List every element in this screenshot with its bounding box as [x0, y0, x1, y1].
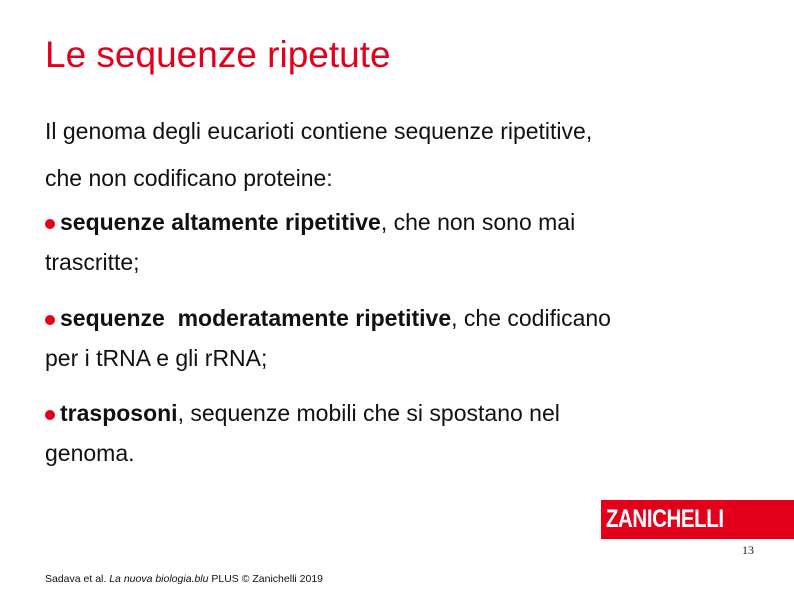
bullet-dot-icon	[45, 315, 55, 325]
bullet-dot-icon	[45, 219, 55, 229]
bullet-item-transposons	[45, 393, 765, 473]
bullet-item-highly-repetitive	[45, 202, 765, 282]
bullet-term: sequenze altamente ripetitive	[60, 209, 381, 235]
page-number: 13	[742, 543, 754, 557]
footer-citation	[45, 573, 323, 585]
bullet-text: , che non sono mai	[380, 209, 576, 235]
bullet-term: sequenze moderatamente ripetitive	[60, 305, 452, 331]
zanichelli-logo	[601, 500, 794, 539]
slide-title: Le sequenze ripetute	[45, 34, 391, 75]
bullet-term: trasposoni	[60, 400, 178, 426]
intro-line-1: Il genoma degli eucarioti contiene sequenze ripetitive,	[45, 118, 593, 144]
footer-book-title: La nuova biologia.blu	[109, 573, 209, 585]
bullet-text: , che codificano	[451, 305, 611, 331]
bullet-text-continued: genoma.	[45, 440, 135, 466]
bullet-item-moderately-repetitive	[45, 298, 765, 378]
bullet-dot-icon	[45, 410, 55, 420]
footer-edition: PLUS © Zanichelli 2019	[208, 573, 324, 585]
bullet-text: , sequenze mobili che si spostano nel	[177, 400, 560, 426]
bullet-text-continued: trascritte;	[45, 249, 140, 275]
intro-paragraph	[45, 108, 745, 202]
bullet-text-continued: per i tRNA e gli rRNA;	[45, 345, 268, 371]
footer-authors: Sadava et al.	[45, 573, 110, 585]
logo-text: ZANICHELLI	[605, 505, 724, 533]
intro-line-2: che non codificano proteine:	[45, 165, 333, 191]
